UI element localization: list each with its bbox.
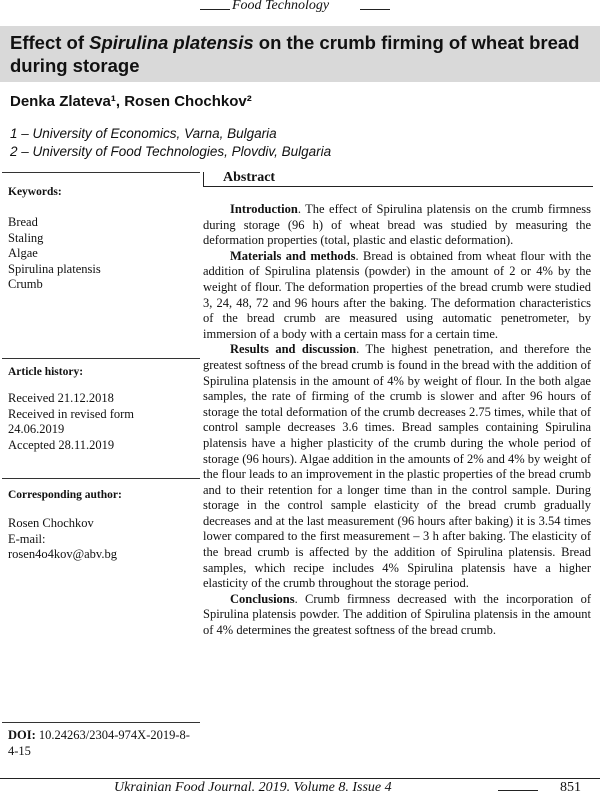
affiliations xyxy=(10,125,331,161)
abstract-heading: Abstract xyxy=(223,170,276,185)
title-part2: on the crumb firming of wheat bread during storage xyxy=(10,32,580,76)
title-band xyxy=(0,26,600,82)
history-line: Received 21.12.2018 xyxy=(8,391,114,405)
history-line: 24.06.2019 xyxy=(8,422,65,436)
journal-citation: Ukrainian Food Journal. 2019. Volume 8. Issue 4 xyxy=(114,780,392,795)
abstract-methods xyxy=(203,249,591,343)
header-rule-right xyxy=(360,9,390,10)
abstract-header-underline xyxy=(203,186,593,187)
keyword: Crumb xyxy=(8,277,43,291)
sidebar-divider xyxy=(2,722,200,723)
keyword: Bread xyxy=(8,215,38,229)
title-part1: Effect of xyxy=(10,32,90,53)
sidebar-divider xyxy=(2,172,200,173)
section-label: Food Technology xyxy=(232,0,330,13)
header-rule-left xyxy=(200,9,230,10)
keywords-list xyxy=(8,215,101,293)
doi-value: 10.24263/2304-974X-2019-8-4-15 xyxy=(8,728,190,758)
corresponding-name: Rosen Chochkov xyxy=(8,516,94,530)
affiliation-2: 2 – University of Food Technologies, Plovdiv, Bulgaria xyxy=(10,144,332,159)
footer-rule-right xyxy=(498,790,538,791)
conclusions-text: . Crumb firmness decreased with the incorporation of Spirulina platensis powder. The addition of Spirulina platensis in the amount of 4% determines the greatest softness of the bread crumb. xyxy=(203,591,591,638)
page-number: 851 xyxy=(560,780,581,795)
sidebar-divider xyxy=(2,478,200,479)
keywords-heading: Keywords: xyxy=(8,186,62,198)
running-header xyxy=(0,0,600,18)
keyword: Algae xyxy=(8,246,38,260)
affiliation-1: 1 – University of Economics, Varna, Bulgaria xyxy=(10,126,277,141)
footer-rule xyxy=(0,778,600,779)
abstract-body xyxy=(203,202,591,639)
keyword: Staling xyxy=(8,230,44,245)
doi xyxy=(8,728,198,759)
abstract-header xyxy=(203,172,593,187)
page-footer xyxy=(0,778,600,800)
keyword: Spirulina platensis xyxy=(8,261,101,276)
authors: Denka Zlateva¹, Rosen Chochkov² xyxy=(10,93,252,110)
title-italic: Spirulina platensis xyxy=(89,32,254,53)
corresponding-info xyxy=(8,516,117,563)
methods-label: Materials and methods xyxy=(230,248,356,263)
article-title xyxy=(10,31,590,77)
doi-label: DOI: xyxy=(8,728,36,742)
results-label: Results and discussion xyxy=(230,342,357,357)
history-line: Received in revised form xyxy=(8,406,134,421)
email-address: rosen4o4kov@abv.bg xyxy=(8,547,117,561)
methods-text: . Bread is obtained from wheat flour with the addition of Spirulina platensis (powder) in the amount of 2 or 4% by the weight of flour. The deformation properties of the bread crumb were studied 3, 24, 48, 72 and 96 hours after the baking. The deformation characteristics of the bread crumb are measured using automatic penetrometer, by immersion of a body with a certain mass for a certain time. xyxy=(203,248,591,341)
abstract-conclusions xyxy=(203,592,591,639)
results-text: . The highest penetration, and therefore the greatest softness of the bread crumb is found in the bread with the addition of Spirulina platensis in the amount of 4% by weight of flour. In the both algae samples, the rate of firming of the crumb is slower and after 96 hours of storage the total deformation of the crumb decreases 2.75 times, while that of control sample decreases 3.6 times. Bread samples containing Spirulina platensis have a higher plasticity of the crumb during the whole period of storage (96 hours). Algae addition in the amounts of 2% and 4% by weight of the flour leads to an improvement in the plastic properties of the bread crumb and to their retention for a longer time than in the control sample. During storage in the control sample elasticity of the bread crumb gradually decreases and at the last measurement (96 hours after baking) it is 3.54 times lower compared to the first measurement – 3 h after baking. The elasticity of the bread crumb is affected by the addition of Spirulina platensis. Bread samples, which recipe includes 4% Spirulina platensis have a higher elasticity of the crumb throughout the storage period. xyxy=(203,342,591,591)
abstract-results xyxy=(203,342,591,592)
history-line: Accepted 28.11.2019 xyxy=(8,437,115,452)
intro-label: Introduction xyxy=(230,202,298,216)
abstract-header-rule xyxy=(203,172,204,187)
history-list xyxy=(8,391,134,453)
conclusions-label: Conclusions xyxy=(230,591,295,606)
corresponding-heading: Corresponding author: xyxy=(8,489,122,501)
abstract-introduction xyxy=(203,202,591,249)
history-heading: Article history: xyxy=(8,366,84,378)
sidebar-divider xyxy=(2,358,200,359)
intro-text: . The effect of Spirulina platensis on the crumb firmness during storage (96 h) of wheat bread was studied by measuring the deformation properties (total, plastic and elastic deformation). xyxy=(203,202,591,248)
email-label: E-mail: xyxy=(8,531,46,546)
